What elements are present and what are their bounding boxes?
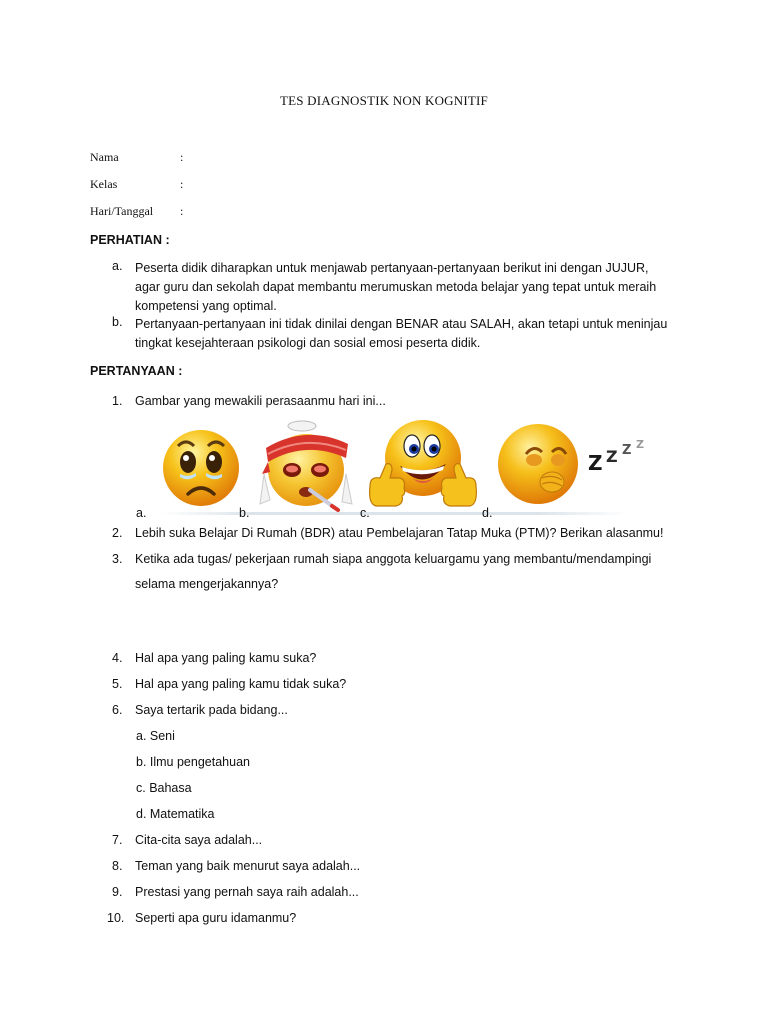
question-text: Hal apa yang paling kamu tidak suka?: [135, 677, 347, 691]
perhatian-marker-a: a.: [112, 259, 123, 273]
question-text: Prestasi yang pernah saya raih adalah...: [135, 885, 359, 899]
emoji-option-label-a: a.: [136, 506, 147, 520]
perhatian-marker-b: b.: [112, 315, 123, 329]
question-text: Cita-cita saya adalah...: [135, 833, 263, 847]
question-text: Seperti apa guru idamanmu?: [135, 911, 297, 925]
sleepy-face-icon: [496, 422, 582, 508]
sick-face-icon: [258, 414, 354, 514]
field-nama: [90, 150, 184, 165]
field-separator: :: [180, 150, 184, 164]
question-text: Lebih suka Belajar Di Rumah (BDR) atau Pembelajaran Tatap Muka (PTM)? Berikan alasanmu!: [135, 526, 664, 540]
question-number: 10.: [107, 911, 125, 925]
question-number: 4.: [112, 651, 123, 665]
sleep-zzz-letter: Z: [606, 447, 618, 466]
q6-option-d: d. Matematika: [136, 807, 215, 821]
field-label: Kelas: [90, 177, 118, 191]
field-separator: :: [180, 177, 184, 191]
emoji-option-label-d: d.: [482, 506, 493, 520]
field-label: Hari/Tanggal: [90, 204, 154, 218]
question-text-continued: selama mengerjakannya?: [135, 577, 279, 591]
sleep-zzz-letter: Z: [622, 443, 632, 458]
q6-option-c: c. Bahasa: [136, 781, 192, 795]
field-separator: :: [180, 204, 184, 218]
question-text: Saya tertarik pada bidang...: [135, 703, 288, 717]
sleep-zzz-letter: Z: [636, 438, 644, 451]
perhatian-item-a: Peserta didik diharapkan untuk menjawab pertanyaan-pertanyaan berikut ini dengan JUJUR, agar guru dan sekolah dapat membantu merumuskan metoda belajar yang tepat untuk meraih kompetensi yang optimal.: [135, 261, 657, 313]
emoji-option-label-b: b.: [239, 506, 250, 520]
question-number: 1.: [112, 394, 123, 408]
sleep-zzz-letter: Z: [588, 451, 603, 474]
field-hari-tanggal: [90, 204, 184, 219]
question-number: 3.: [112, 552, 123, 566]
question-text: Teman yang baik menurut saya adalah...: [135, 859, 361, 873]
field-label: Nama: [90, 150, 119, 164]
document-title: TES DIAGNOSTIK NON KOGNITIF: [280, 93, 488, 108]
question-text: Gambar yang mewakili perasaanmu hari ini...: [135, 394, 386, 408]
emoji-option-label-c: c.: [360, 506, 370, 520]
question-text: Ketika ada tugas/ pekerjaan rumah siapa anggota keluargamu yang membantu/mendampingi: [135, 552, 652, 566]
emoji-row-underline: [160, 512, 630, 515]
question-number: 5.: [112, 677, 123, 691]
question-text: Hal apa yang paling kamu suka?: [135, 651, 317, 665]
pertanyaan-heading: PERTANYAAN :: [90, 364, 183, 378]
question-number: 6.: [112, 703, 123, 717]
perhatian-item-b: Pertanyaan-pertanyaan ini tidak dinilai dengan BENAR atau SALAH, akan tetapi untuk meninjau tingkat kesejahteraan psikologi dan sosial emosi peserta didik.: [135, 317, 668, 350]
q6-option-a: a. Seni: [136, 729, 175, 743]
field-kelas: [90, 177, 184, 192]
question-number: 7.: [112, 833, 123, 847]
happy-thumbs-up-icon: [366, 416, 480, 512]
q6-option-b: b. Ilmu pengetahuan: [136, 755, 250, 769]
question-number: 9.: [112, 885, 123, 899]
question-number: 2.: [112, 526, 123, 540]
sleep-zzz-icon: [586, 430, 656, 474]
perhatian-heading: PERHATIAN :: [90, 233, 170, 247]
question-number: 8.: [112, 859, 123, 873]
sad-face-icon: [160, 424, 242, 508]
